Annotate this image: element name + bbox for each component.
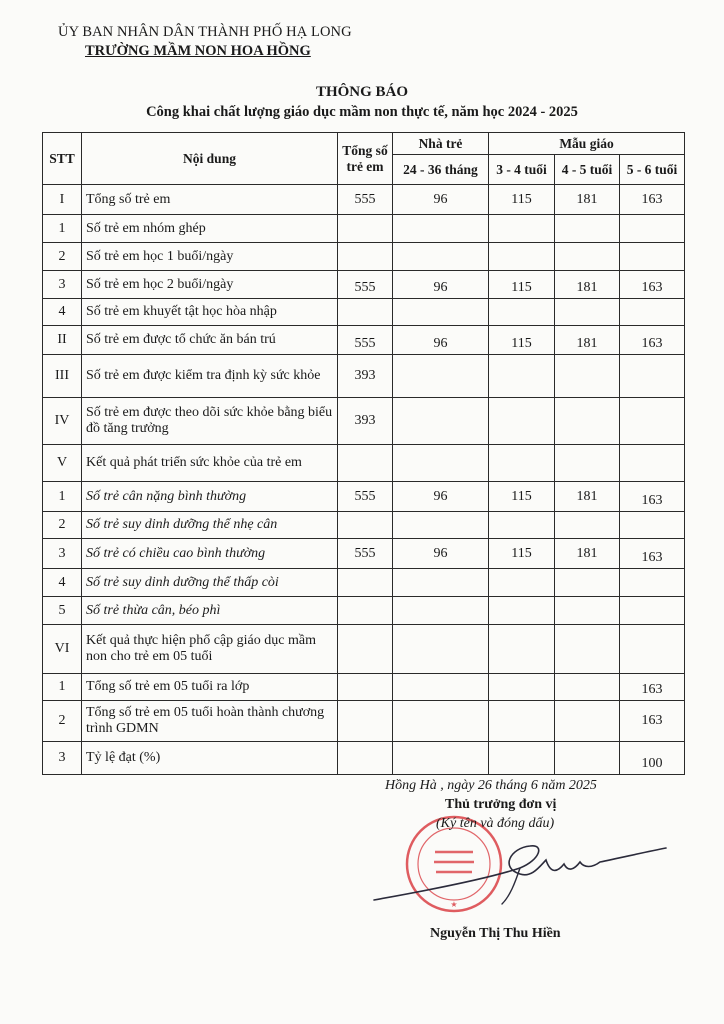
row-stt: V	[43, 445, 82, 482]
table-row	[43, 482, 685, 512]
row-content: Số trẻ em học 1 buổi/ngày	[82, 243, 338, 271]
row-stt: 2	[43, 701, 82, 742]
cell-total: 555	[338, 482, 393, 512]
cell-total	[338, 701, 393, 742]
row-stt: 4	[43, 569, 82, 597]
cell-age-3-4	[489, 215, 555, 243]
row-content: Tỷ lệ đạt (%)	[82, 742, 338, 775]
header-age-4-5: 4 - 5 tuổi	[555, 155, 620, 185]
school-name: TRƯỜNG MẦM NON HOA HỒNG	[85, 43, 311, 59]
row-content: Số trẻ em nhóm ghép	[82, 215, 338, 243]
cell-age-4-5	[555, 445, 620, 482]
cell-age-4-5: 181	[555, 482, 620, 512]
row-content: Số trẻ thừa cân, béo phì	[82, 597, 338, 625]
table-row	[43, 569, 685, 597]
table-row	[43, 625, 685, 674]
cell-age-5-6	[620, 215, 685, 243]
row-content: Tổng số trẻ em	[82, 185, 338, 215]
stamp-star: ★	[450, 900, 458, 909]
signer-role: Thủ trưởng đơn vị	[445, 797, 557, 812]
table-row	[43, 445, 685, 482]
cell-age-3-4	[489, 625, 555, 674]
cell-total: 555	[338, 271, 393, 299]
cell-nursery: 96	[393, 271, 489, 299]
cell-age-3-4	[489, 445, 555, 482]
sign-note: (Ký tên và đóng dấu)	[436, 816, 555, 831]
row-content: Tổng số trẻ em 05 tuổi hoàn thành chương trình GDMN	[82, 701, 338, 742]
cell-age-3-4: 115	[489, 539, 555, 569]
row-stt: 3	[43, 742, 82, 775]
cell-age-4-5: 181	[555, 185, 620, 215]
table-row	[43, 701, 685, 742]
cell-age-5-6	[620, 597, 685, 625]
row-stt: 3	[43, 539, 82, 569]
table-row	[43, 271, 685, 299]
row-stt: III	[43, 355, 82, 398]
cell-age-3-4: 115	[489, 185, 555, 215]
table-row	[43, 597, 685, 625]
row-content: Số trẻ suy dinh dưỡng thể nhẹ cân	[82, 512, 338, 539]
cell-age-5-6: 163	[620, 271, 685, 299]
cell-nursery	[393, 569, 489, 597]
handwritten-signature	[370, 838, 670, 908]
cell-total	[338, 445, 393, 482]
header-total: Tổng số trẻ em	[338, 133, 393, 185]
row-content: Tổng số trẻ em 05 tuổi ra lớp	[82, 674, 338, 701]
row-stt: II	[43, 326, 82, 355]
cell-total	[338, 299, 393, 326]
cell-age-3-4: 115	[489, 482, 555, 512]
cell-nursery	[393, 597, 489, 625]
table-row	[43, 299, 685, 326]
row-content: Kết quả thực hiện phổ cập giáo dục mầm non cho trẻ em 05 tuổi	[82, 625, 338, 674]
cell-age-3-4	[489, 512, 555, 539]
row-stt: 4	[43, 299, 82, 326]
document-title: THÔNG BÁO	[315, 84, 409, 100]
cell-age-5-6: 163	[620, 701, 685, 742]
table-row	[43, 243, 685, 271]
agency-name: ỦY BAN NHÂN DÂN THÀNH PHỐ HẠ LONG	[58, 24, 352, 40]
cell-total: 555	[338, 185, 393, 215]
header-nursery-age: 24 - 36 tháng	[393, 155, 489, 185]
cell-nursery: 96	[393, 482, 489, 512]
row-content: Số trẻ suy dinh dưỡng thể thấp còi	[82, 569, 338, 597]
cell-nursery	[393, 398, 489, 445]
cell-total	[338, 512, 393, 539]
cell-age-5-6: 163	[620, 326, 685, 355]
row-content: Số trẻ có chiều cao bình thường	[82, 539, 338, 569]
row-stt: 2	[43, 243, 82, 271]
row-stt: IV	[43, 398, 82, 445]
cell-nursery	[393, 625, 489, 674]
cell-age-4-5	[555, 398, 620, 445]
row-content: Kết quả phát triển sức khỏe của trẻ em	[82, 445, 338, 482]
cell-age-4-5: 181	[555, 271, 620, 299]
cell-age-3-4	[489, 398, 555, 445]
cell-nursery: 96	[393, 326, 489, 355]
cell-nursery	[393, 299, 489, 326]
statistics-table	[42, 132, 685, 775]
cell-age-3-4	[489, 243, 555, 271]
cell-nursery	[393, 243, 489, 271]
row-stt: VI	[43, 625, 82, 674]
cell-total	[338, 243, 393, 271]
cell-nursery	[393, 512, 489, 539]
signature-stroke	[374, 846, 666, 900]
row-content: Số trẻ em khuyết tật học hòa nhập	[82, 299, 338, 326]
cell-age-4-5	[555, 674, 620, 701]
cell-age-5-6	[620, 625, 685, 674]
document-subtitle: Công khai chất lượng giáo dục mầm non thực tế, năm học 2024 - 2025	[146, 104, 578, 120]
cell-total: 555	[338, 326, 393, 355]
cell-age-4-5	[555, 299, 620, 326]
cell-total	[338, 674, 393, 701]
cell-nursery: 96	[393, 185, 489, 215]
cell-total	[338, 742, 393, 775]
cell-age-4-5	[555, 597, 620, 625]
header-stt: STT	[43, 133, 82, 185]
cell-age-4-5	[555, 701, 620, 742]
cell-age-3-4: 115	[489, 271, 555, 299]
cell-age-4-5	[555, 569, 620, 597]
cell-age-3-4	[489, 701, 555, 742]
cell-age-4-5	[555, 625, 620, 674]
cell-nursery	[393, 742, 489, 775]
cell-age-5-6: 163	[620, 482, 685, 512]
cell-age-5-6: 163	[620, 539, 685, 569]
table-row	[43, 355, 685, 398]
cell-age-4-5	[555, 512, 620, 539]
row-content: Số trẻ em học 2 buổi/ngày	[82, 271, 338, 299]
cell-nursery: 96	[393, 539, 489, 569]
cell-nursery	[393, 355, 489, 398]
cell-age-5-6	[620, 569, 685, 597]
cell-nursery	[393, 701, 489, 742]
row-stt: 1	[43, 674, 82, 701]
cell-age-4-5: 181	[555, 539, 620, 569]
row-stt: I	[43, 185, 82, 215]
cell-age-4-5	[555, 355, 620, 398]
table-row	[43, 185, 685, 215]
row-content: Số trẻ cân nặng bình thường	[82, 482, 338, 512]
header-nursery: Nhà trẻ	[393, 133, 489, 155]
cell-total: 393	[338, 398, 393, 445]
row-stt: 1	[43, 215, 82, 243]
cell-age-5-6	[620, 445, 685, 482]
header-age-5-6: 5 - 6 tuổi	[620, 155, 685, 185]
cell-age-3-4	[489, 674, 555, 701]
row-content: Số trẻ em được kiểm tra định kỳ sức khỏe	[82, 355, 338, 398]
cell-total	[338, 569, 393, 597]
row-stt: 1	[43, 482, 82, 512]
cell-age-3-4	[489, 355, 555, 398]
header-age-3-4: 3 - 4 tuổi	[489, 155, 555, 185]
table-row	[43, 326, 685, 355]
cell-age-3-4	[489, 742, 555, 775]
row-stt: 5	[43, 597, 82, 625]
table-row	[43, 215, 685, 243]
cell-age-3-4: 115	[489, 326, 555, 355]
header-content: Nội dung	[82, 133, 338, 185]
cell-age-5-6: 163	[620, 674, 685, 701]
cell-total	[338, 215, 393, 243]
cell-age-5-6	[620, 243, 685, 271]
cell-age-5-6	[620, 355, 685, 398]
cell-age-3-4	[489, 597, 555, 625]
cell-age-3-4	[489, 299, 555, 326]
cell-nursery	[393, 674, 489, 701]
cell-nursery	[393, 445, 489, 482]
signer-name: Nguyễn Thị Thu Hiền	[430, 926, 561, 941]
cell-age-5-6: 163	[620, 185, 685, 215]
cell-nursery	[393, 215, 489, 243]
row-stt: 2	[43, 512, 82, 539]
cell-age-4-5	[555, 742, 620, 775]
header-kindergarten: Mẫu giáo	[489, 133, 685, 155]
cell-age-5-6: 100	[620, 742, 685, 775]
cell-age-4-5	[555, 215, 620, 243]
place-date: Hồng Hà , ngày 26 tháng 6 năm 2025	[385, 778, 597, 793]
table-row	[43, 512, 685, 539]
cell-total: 393	[338, 355, 393, 398]
cell-age-3-4	[489, 569, 555, 597]
table-row	[43, 674, 685, 701]
row-stt: 3	[43, 271, 82, 299]
table-row	[43, 539, 685, 569]
cell-age-4-5	[555, 243, 620, 271]
cell-age-5-6	[620, 512, 685, 539]
table-row	[43, 742, 685, 775]
row-content: Số trẻ em được theo dõi sức khỏe bằng biểu đồ tăng trưởng	[82, 398, 338, 445]
cell-total	[338, 625, 393, 674]
cell-total	[338, 597, 393, 625]
cell-total: 555	[338, 539, 393, 569]
cell-age-5-6	[620, 398, 685, 445]
cell-age-5-6	[620, 299, 685, 326]
table-row	[43, 398, 685, 445]
row-content: Số trẻ em được tổ chức ăn bán trú	[82, 326, 338, 355]
cell-age-4-5: 181	[555, 326, 620, 355]
